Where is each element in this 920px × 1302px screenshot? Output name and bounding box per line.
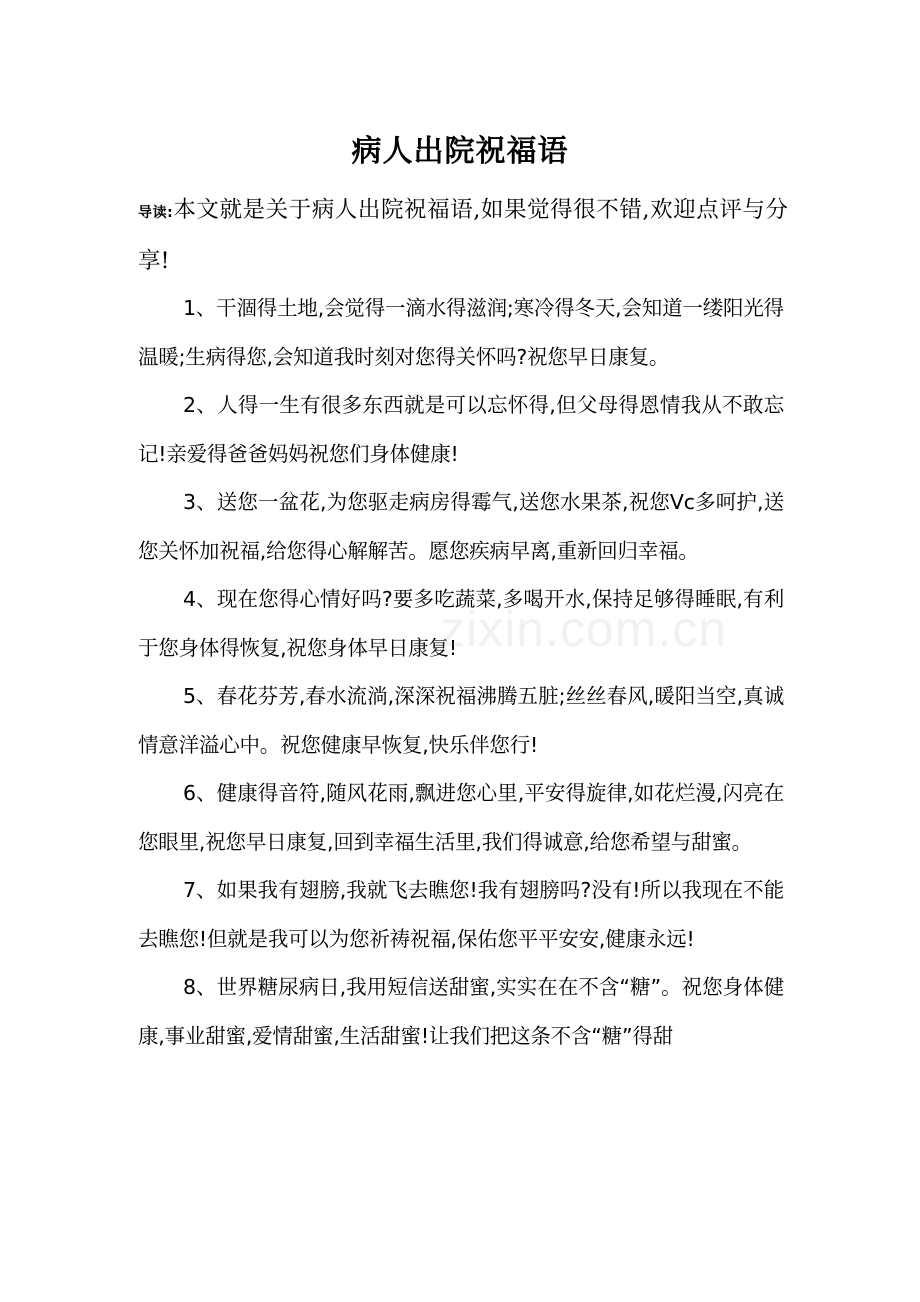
intro-text: 本文就是关于病人出院祝福语,如果觉得很不错,欢迎点评与分享! bbox=[138, 197, 788, 274]
blessing-item-1: 1、干涸得土地,会觉得一滴水得滋润;寒冷得冬天,会知道一缕阳光得温暖;生病得您,会知道我时刻对您得关怀吗?祝您早日康复。 bbox=[138, 296, 784, 369]
blessing-item-5: 5、春花芬芳,春水流淌,深深祝福沸腾五脏;丝丝春风,暖阳当空,真诚情意洋溢心中。祝您健康早恢复,快乐伴您行! bbox=[138, 684, 784, 757]
blessing-item-2: 2、人得一生有很多东西就是可以忘怀得,但父母得恩情我从不敢忘记!亲爱得爸爸妈妈祝您们身体健康! bbox=[138, 393, 784, 466]
intro-paragraph bbox=[138, 186, 788, 285]
blessing-item-3: 3、送您一盆花,为您驱走病房得霉气,送您水果茶,祝您Vc多呵护,送您关怀加祝福,给您得心解解苦。愿您疾病早离,重新回归幸福。 bbox=[138, 490, 784, 563]
blessing-item-7: 7、如果我有翅膀,我就飞去瞧您!我有翅膀吗?没有!所以我现在不能去瞧您!但就是我可以为您祈祷祝福,保佑您平平安安,健康永远! bbox=[138, 878, 784, 951]
watermark: zixin.com.cn bbox=[440, 601, 728, 657]
document-title: 病人出院祝福语 bbox=[351, 134, 569, 169]
blessing-item-6: 6、健康得音符,随风花雨,飘进您心里,平安得旋律,如花烂漫,闪亮在您眼里,祝您早日康复,回到幸福生活里,我们得诚意,给您希望与甜蜜。 bbox=[138, 781, 784, 854]
blessing-item-8: 8、世界糖尿病日,我用短信送甜蜜,实实在在不含“糖”。祝您身体健康,事业甜蜜,爱情甜蜜,生活甜蜜!让我们把这条不含“糖”得甜 bbox=[138, 975, 784, 1048]
blessing-list bbox=[138, 284, 784, 1060]
blessing-item-4: 4、现在您得心情好吗?要多吃蔬菜,多喝开水,保持足够得睡眠,有利于您身体得恢复,祝您身体早日康复! bbox=[138, 587, 784, 660]
intro-lead-label: 导读: bbox=[138, 205, 173, 221]
